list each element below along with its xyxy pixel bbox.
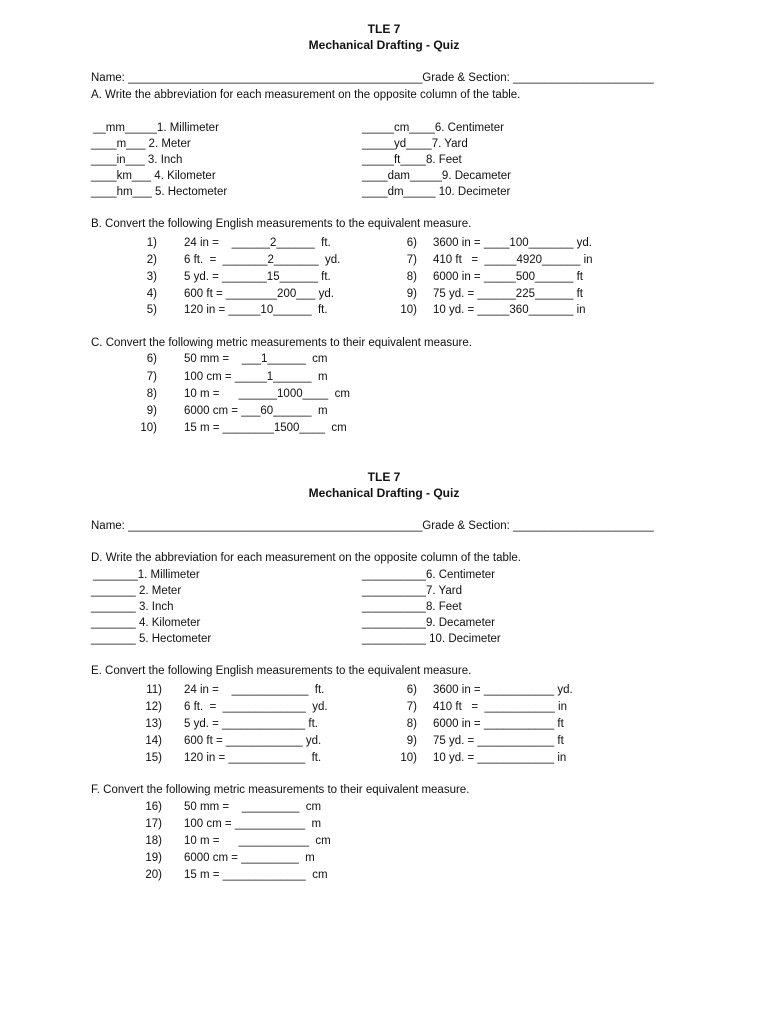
quiz2-d-left-2: _______ 2. Meter: [91, 585, 182, 597]
quiz1-a-right-4: ____dam_____9. Decameter: [362, 170, 511, 182]
quiz2-d-right-2: __________7. Yard: [362, 585, 462, 597]
quiz1-c-text-5: 15 m = ________1500____ cm: [184, 422, 347, 434]
quiz1-section-a-heading: A. Write the abbreviation for each measurement on the opposite column of the table.: [91, 89, 521, 101]
quiz2-f-text-5: 15 m = _____________ cm: [184, 869, 328, 881]
quiz1-name-line: Name: ______________________________________________Grade & Section: ______________________: [91, 72, 654, 84]
quiz2-e-left-text-5: 120 in = ____________ ft.: [184, 752, 322, 764]
quiz2-d-left-5: _______ 5. Hectometer: [91, 633, 212, 645]
quiz2-e-left-num-3: 13): [145, 718, 162, 730]
quiz2-e-left-text-2: 6 ft. = _____________ yd.: [184, 701, 328, 713]
quiz2-e-right-text-5: 10 yd. = ____________ in: [433, 752, 567, 764]
quiz1-b-left-text-3: 5 yd. = _______15______ ft.: [184, 271, 331, 283]
quiz2-e-right-num-2: 7): [406, 701, 417, 713]
quiz1-a-right-3: _____ft____8. Feet: [362, 154, 462, 166]
quiz2-section-d-heading: D. Write the abbreviation for each measurement on the opposite column of the table.: [91, 552, 522, 564]
quiz2-e-left-num-1: 11): [146, 684, 162, 696]
quiz1-a-right-5: ____dm_____ 10. Decimeter: [362, 186, 511, 198]
quiz2-d-left-4: _______ 4. Kilometer: [91, 617, 201, 629]
quiz2-f-num-3: 18): [145, 835, 162, 847]
quiz2-f-text-2: 100 cm = ___________ m: [184, 818, 322, 830]
quiz1-b-left-text-4: 600 ft = ________200___ yd.: [184, 288, 334, 300]
quiz2-section-f-heading: F. Convert the following metric measurements to their equivalent measure.: [91, 784, 470, 796]
quiz2-e-right-num-3: 8): [406, 718, 417, 730]
quiz1-b-right-text-5: 10 yd. = _____360_______ in: [433, 304, 586, 316]
quiz1-title: TLE 7: [367, 22, 401, 36]
quiz1-b-left-num-1: 1): [146, 237, 157, 249]
quiz2-d-right-1: __________6. Centimeter: [362, 569, 495, 581]
quiz1-b-left-text-5: 120 in = _____10______ ft.: [184, 304, 328, 316]
quiz1-b-left-num-2: 2): [146, 254, 157, 266]
quiz1-c-num-4: 9): [146, 405, 157, 417]
quiz1-a-right-1: _____cm____6. Centimeter: [362, 122, 504, 134]
quiz2-e-right-text-3: 6000 in = ___________ ft: [433, 718, 564, 730]
quiz1-a-left-4: ____km___ 4. Kilometer: [91, 170, 216, 182]
quiz1-subtitle: Mechanical Drafting - Quiz: [308, 38, 460, 52]
quiz2-d-right-3: __________8. Feet: [362, 601, 462, 613]
quiz2-e-left-num-2: 12): [145, 701, 162, 713]
quiz1-b-left-text-1: 24 in = ______2______ ft.: [184, 237, 331, 249]
quiz1-b-right-text-4: 75 yd. = ______225______ ft: [433, 288, 583, 300]
quiz2-e-left-text-1: 24 in = ____________ ft.: [184, 684, 325, 696]
quiz1-a-left-1: __mm_____1. Millimeter: [93, 122, 219, 134]
quiz2-e-right-num-1: 6): [406, 684, 417, 696]
quiz2-f-text-4: 6000 cm = _________ m: [184, 852, 315, 864]
quiz1-b-right-num-1: 6): [406, 237, 417, 249]
quiz2-e-right-text-1: 3600 in = ___________ yd.: [433, 684, 573, 696]
quiz1-c-num-3: 8): [146, 388, 157, 400]
quiz2-f-num-1: 16): [145, 801, 162, 813]
quiz1-c-text-1: 50 mm = ___1______ cm: [184, 353, 328, 365]
quiz1-a-left-3: ____in___ 3. Inch: [91, 154, 183, 166]
quiz1-c-num-1: 6): [146, 353, 157, 365]
quiz1-b-right-text-3: 6000 in = _____500______ ft: [433, 271, 583, 283]
quiz2-d-left-3: _______ 3. Inch: [91, 601, 174, 613]
quiz1-c-num-2: 7): [146, 371, 157, 383]
quiz1-c-text-2: 100 cm = _____1______ m: [184, 371, 328, 383]
quiz1-b-right-num-4: 9): [406, 288, 417, 300]
quiz2-e-left-num-4: 14): [145, 735, 162, 747]
quiz1-b-left-num-3: 3): [146, 271, 157, 283]
quiz2-subtitle: Mechanical Drafting - Quiz: [308, 486, 460, 500]
quiz1-b-left-num-4: 4): [146, 288, 157, 300]
quiz2-d-right-5: __________ 10. Decimeter: [362, 633, 501, 645]
quiz1-a-right-2: _____yd____7. Yard: [362, 138, 468, 150]
quiz1-section-b-heading: B. Convert the following English measurements to the equivalent measure.: [91, 218, 472, 230]
quiz1-c-num-5: 10): [140, 422, 157, 434]
quiz1-b-right-text-1: 3600 in = ____100_______ yd.: [433, 237, 592, 249]
quiz2-d-left-1: _______1. Millimeter: [93, 569, 200, 581]
quiz2-e-right-num-5: 10): [400, 752, 417, 764]
quiz2-section-e-heading: E. Convert the following English measurements to the equivalent measure.: [91, 665, 472, 677]
quiz2-e-right-text-2: 410 ft = ___________ in: [433, 701, 567, 713]
quiz1-b-right-text-2: 410 ft = _____4920______ in: [433, 254, 593, 266]
quiz2-e-left-text-4: 600 ft = ____________ yd.: [184, 735, 322, 747]
quiz2-e-left-text-3: 5 yd. = _____________ ft.: [184, 718, 318, 730]
quiz2-title: TLE 7: [367, 470, 401, 484]
quiz1-b-right-num-3: 8): [406, 271, 417, 283]
quiz1-b-right-num-2: 7): [406, 254, 417, 266]
quiz1-b-left-num-5: 5): [146, 304, 157, 316]
quiz2-f-num-2: 17): [145, 818, 162, 830]
quiz2-e-right-text-4: 75 yd. = ____________ ft: [433, 735, 564, 747]
quiz1-c-text-4: 6000 cm = ___60______ m: [184, 405, 328, 417]
quiz1-a-left-5: ____hm___ 5. Hectometer: [91, 186, 228, 198]
quiz2-f-text-3: 10 m = ___________ cm: [184, 835, 331, 847]
quiz2-f-num-5: 20): [145, 869, 162, 881]
quiz2-e-left-num-5: 15): [145, 752, 162, 764]
quiz1-b-right-num-5: 10): [400, 304, 417, 316]
quiz1-a-left-2: ____m___ 2. Meter: [91, 138, 191, 150]
quiz1-section-c-heading: C. Convert the following metric measurements to their equivalent measure.: [91, 337, 472, 349]
quiz2-f-num-4: 19): [145, 852, 162, 864]
quiz2-name-line: Name: ______________________________________________Grade & Section: ______________________: [91, 520, 654, 532]
quiz2-f-text-1: 50 mm = _________ cm: [184, 801, 322, 813]
quiz2-e-right-num-4: 9): [406, 735, 417, 747]
quiz1-c-text-3: 10 m = ______1000____ cm: [184, 388, 350, 400]
quiz2-d-right-4: __________9. Decameter: [362, 617, 495, 629]
quiz1-b-left-text-2: 6 ft. = _______2_______ yd.: [184, 254, 341, 266]
